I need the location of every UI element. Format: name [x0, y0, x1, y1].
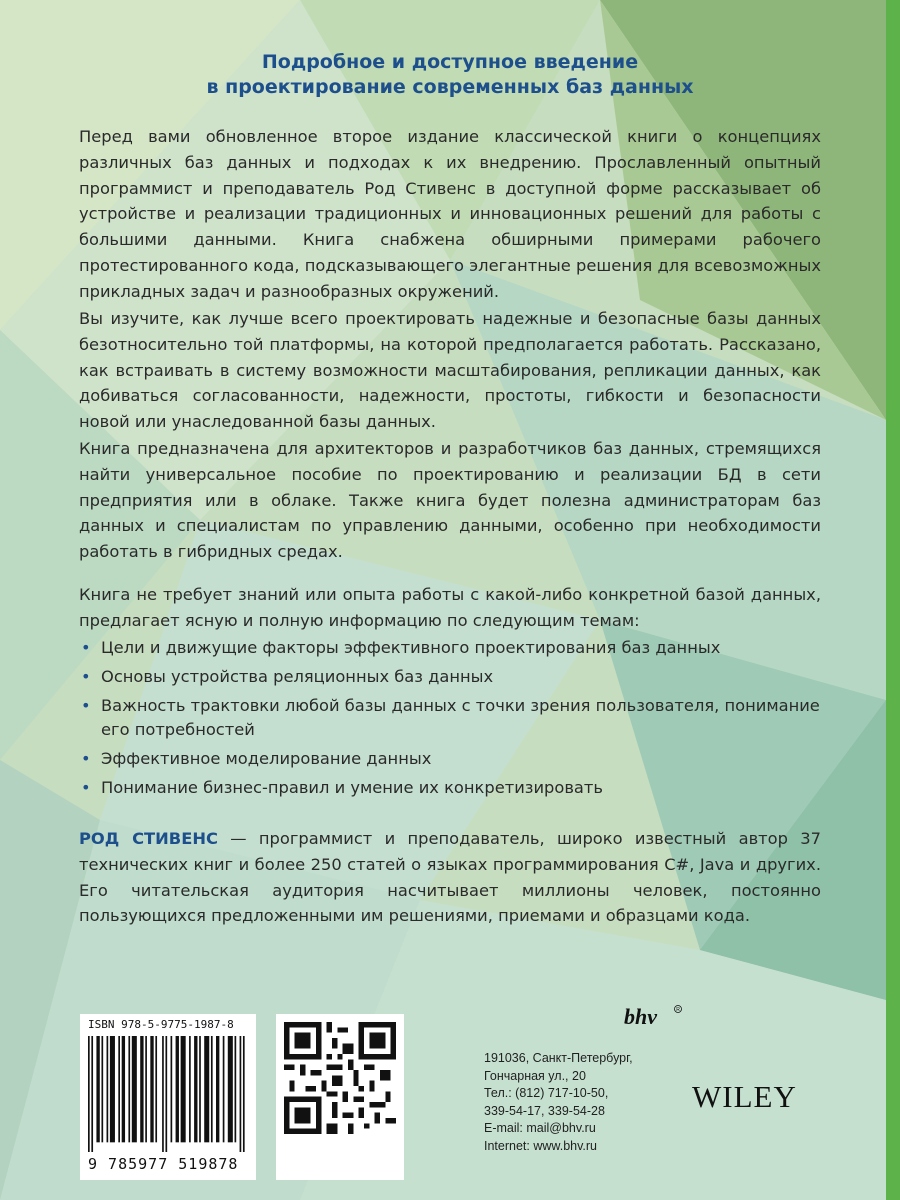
author-name: РОД СТИВЕНС — [79, 829, 218, 848]
publisher-address — [484, 1050, 633, 1155]
author-description: — программист и преподаватель, широко известный автор 37 технических книг и более 250 статей о языках программирования C#, Java и других. Его читательская аудитория насчитывает миллионы человек, постоянно пользующихся предложенными им решениями, приемами и образцами кода. — [79, 829, 822, 926]
bullet-icon: • — [81, 667, 91, 686]
bullet-icon: • — [81, 749, 91, 768]
address-line: Internet: www.bhv.ru — [484, 1138, 598, 1153]
bullet-icon: • — [81, 778, 91, 797]
isbn-barcode-block — [80, 1014, 256, 1180]
bhv-logo — [622, 1000, 684, 1032]
isbn-digits: 9 785977 519878 — [88, 1155, 239, 1173]
list-item: • Цели и движущие факторы эффективного проектирования баз данных — [79, 636, 821, 660]
wiley-logo: WILEY — [692, 1079, 797, 1114]
svg-text:R: R — [676, 1007, 680, 1013]
author-bio — [79, 826, 821, 929]
address-line: Тел.: (812) 717-10-50, — [484, 1086, 609, 1100]
headline-line-1: Подробное и доступное введение — [261, 51, 639, 73]
paragraph-intro: Перед вами обновленное второе издание классической книги о концепциях различных баз данных и подходах к их внедрению. Прославленный опытный программист и преподаватель Род Стивенс в доступной форме рассказывает об устройстве и реализации традиционных и инновационных решений для работы с большими данными. Книга снабжена обширными примерами рабочего протестированного кода, подсказывающего элегантные решения для всевозможных прикладных задач и разнообразных окружений. — [79, 127, 821, 301]
headline — [79, 50, 821, 100]
address-line: 339-54-17, 339-54-28 — [484, 1103, 605, 1118]
bullet-icon: • — [81, 696, 91, 715]
list-item: • Понимание бизнес-правил и умение их конкретизировать — [79, 776, 821, 800]
qr-code-block — [276, 1014, 404, 1180]
bullet-icon: • — [81, 638, 91, 657]
address-line: Гончарная ул., 20 — [484, 1068, 586, 1083]
list-item: • Основы устройства реляционных баз данных — [79, 665, 821, 689]
paragraph-topics-intro: Книга не требует знаний или опыта работы с какой-либо конкретной базой данных, предлагает ясную и полную информацию по следующим темам: — [79, 585, 821, 630]
barcode-icon — [88, 1036, 248, 1152]
isbn-label: ISBN 978-5-9775-1987-8 — [88, 1018, 234, 1031]
paragraph-audience: Книга предназначена для архитекторов и разработчиков баз данных, стремящихся найти универсальное пособие по проектированию и реализации БД в сети предприятия или в облаке. Также книга будет полезна администраторам баз данных и специалистам по управлению данными, особенно при необходимости работать в гибридных средах. — [79, 439, 821, 562]
green-edge-stripe — [886, 0, 900, 1200]
list-item: • Важность трактовки любой базы данных с точки зрения пользователя, понимание его потребностей — [81, 696, 820, 739]
paragraph-learn: Вы изучите, как лучше всего проектировать надежные и безопасные базы данных безотносительно той платформы, на которой предполагается работать. Рассказано, как встраивать в систему возможности масштабирования, репликации данных, как добиваться согласованности, надежности, простоты, гибкости и безопасности новой или унаследованной базы данных. — [79, 309, 821, 432]
headline-line-2: в проектирование современных баз данных — [206, 76, 694, 98]
bhv-logo-text: bhv — [624, 1004, 657, 1029]
address-line: 191036, Санкт-Петербург, — [484, 1051, 633, 1065]
topics-list — [79, 636, 821, 805]
list-item: • Эффективное моделирование данных — [79, 747, 821, 771]
qr-code-icon — [284, 1022, 396, 1134]
address-line: E-mail: mail@bhv.ru — [484, 1121, 596, 1135]
